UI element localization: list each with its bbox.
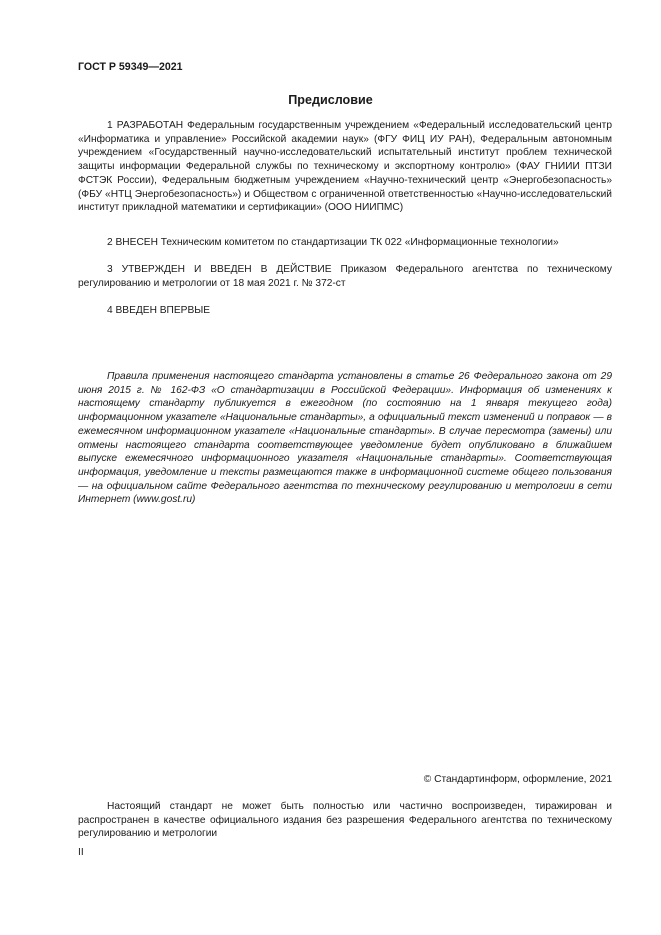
rules-note: Правила применения настоящего стандарта установлены в статье 26 Федерального закона от 29 июня 2015 г. № 162-ФЗ «О стандартизации в Российской Федерации». Информация об изменениях к настоящему стандарту публикуется в ежегодном (по состоянию на 1 января текущего года) информационном указателе «Национальные стандарты», а официальный текст изменений и поправок — в ежемесячном информационном указателе «Национальные стандарты». В случае пересмотра (замены) или отмены настоящего стандарта соответствующее уведомление будет опубликовано в ближайшем выпуске ежемесячного информационного указателя «Национальные стандарты». Соответствующая информация, уведомление и тексты размещаются также в информационной системе общего пользования — на официальном сайте Федерального агентства по техническому регулированию и метрологии в сети Интернет (www.gost.ru) [78, 371, 612, 506]
standard-id: ГОСТ Р 59349—2021 [78, 61, 183, 73]
reproduction-notice: Настоящий стандарт не может быть полностью или частично воспроизведен, тиражирован и распространен в качестве официального издания без разрешения Федерального агентства по техническому регулированию и метрологии [78, 801, 612, 840]
paragraph-submitted: 2 ВНЕСЕН Техническим комитетом по стандартизации ТК 022 «Информационные технологии» [107, 237, 559, 248]
paragraph-developed: 1 РАЗРАБОТАН Федеральным государственным учреждением «Федеральный исследовательский центр «Информатика и управление» Российской академии наук» (ФГУ ФИЦ ИУ РАН), Федеральным автономным учреждением «Государственный научно-исследовательский испытательный институт проблем технической защиты информации Федеральной службы по техническому и экспортному контролю» (ФАУ ГНИИИ ПТЗИ ФСТЭК России), Федеральным бюджетным учреждением «Научно-технический центр «Энергобезопасность» (ФБУ «НТЦ Энергобезопасность») и Обществом с ограниченной ответственностью «Научно-исследовательский институт прикладной математики и сертификации» (ООО НИИПМС) [78, 120, 612, 214]
paragraph-introduced: 4 ВВЕДЕН ВПЕРВЫЕ [107, 305, 211, 316]
page-number: II [78, 847, 84, 858]
paragraph-approved: 3 УТВЕРЖДЕН И ВВЕДЕН В ДЕЙСТВИЕ Приказом Федерального агентства по техническому регулированию и метрологии от 18 мая 2021 г. № 372-ст [78, 264, 612, 289]
page-title: Предисловие [288, 93, 373, 107]
copyright: © Стандартинформ, оформление, 2021 [423, 774, 612, 785]
